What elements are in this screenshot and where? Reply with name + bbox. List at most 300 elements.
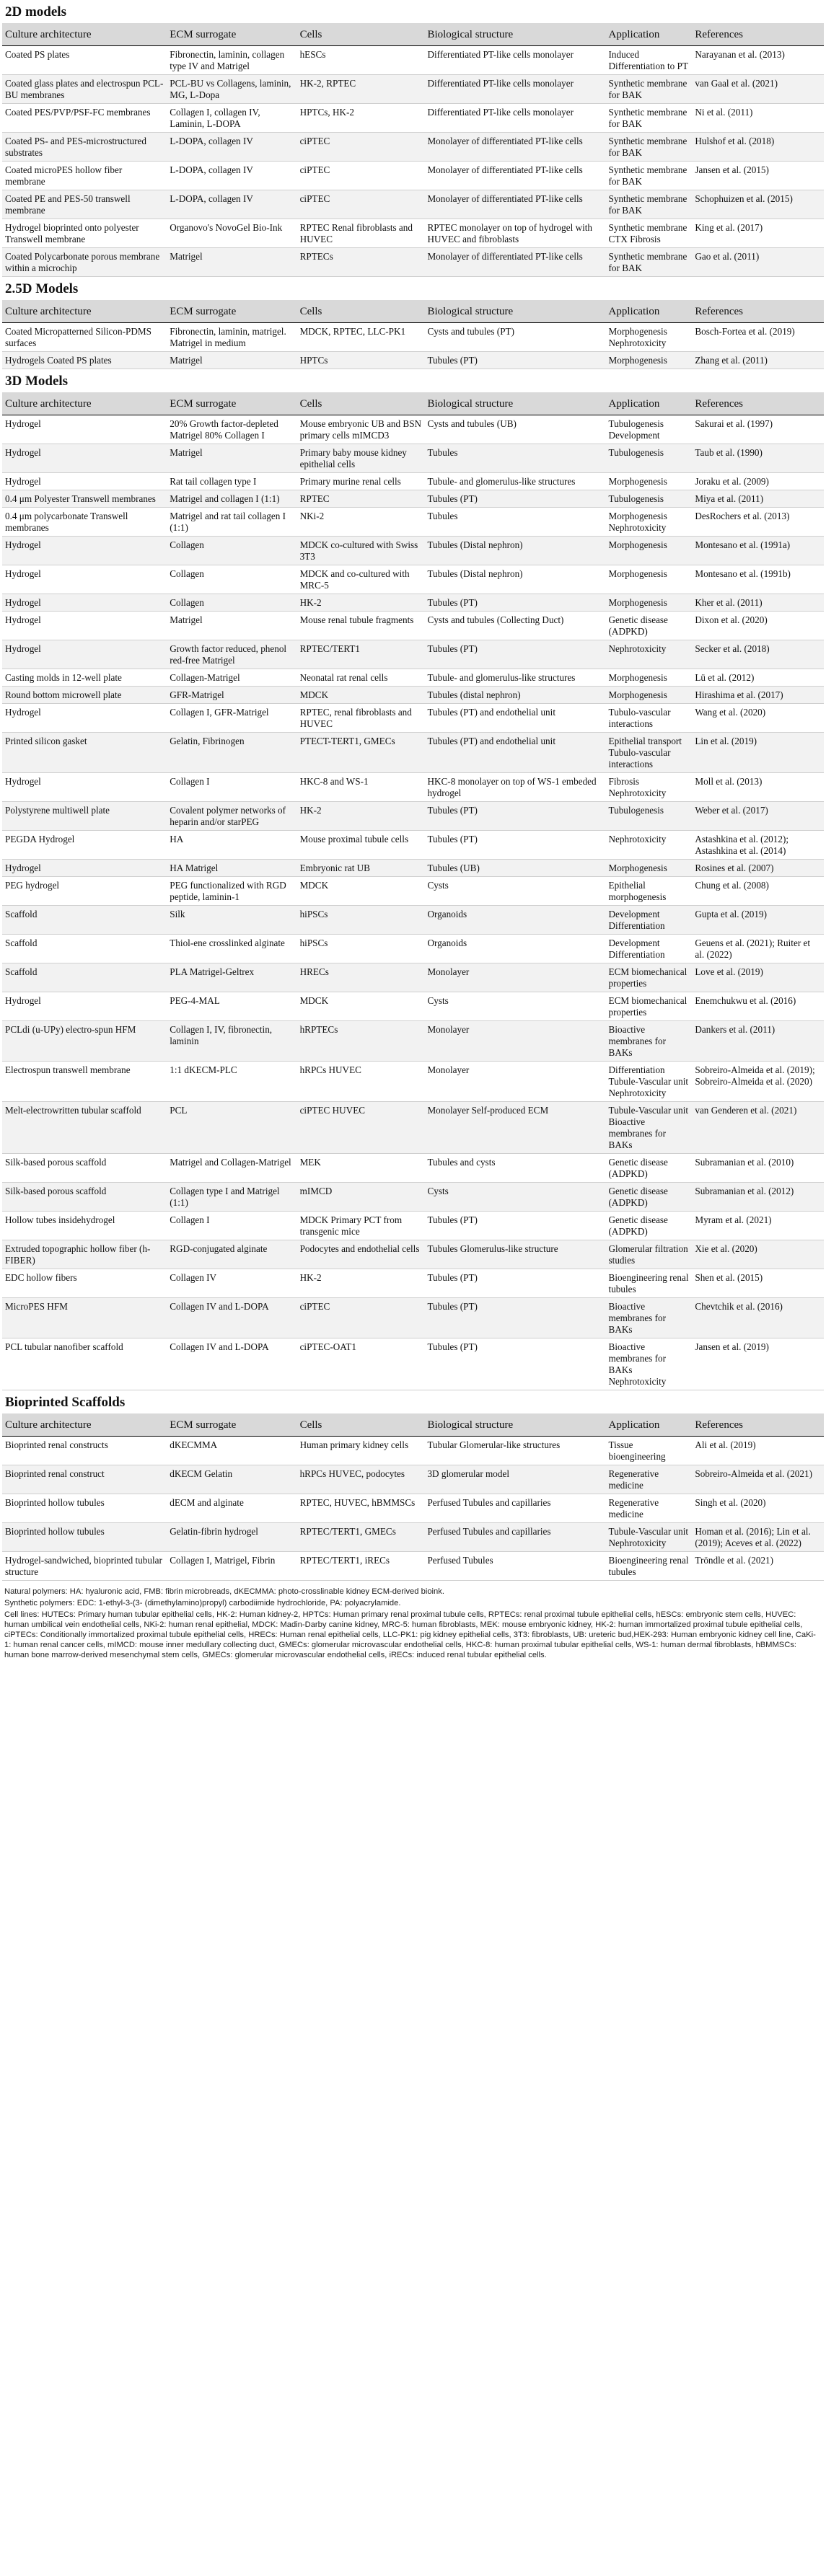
culture-architecture-cell: Bioprinted renal construct xyxy=(2,1465,167,1494)
table-row xyxy=(2,352,824,369)
application-cell: Tubulogenesis xyxy=(606,444,693,473)
header-row xyxy=(2,1413,824,1437)
ecm-surrogate-cell: L-DOPA, collagen IV xyxy=(167,133,296,162)
biological-structure-cell: Tubules (PT) xyxy=(424,1269,605,1298)
references-cell: Weber et al. (2017) xyxy=(692,802,824,831)
biological-structure-cell: Tubules (PT) and endothelial unit xyxy=(424,704,605,733)
biological-structure-cell: Perfused Tubules and capillaries xyxy=(424,1494,605,1523)
cells-cell: ciPTEC HUVEC xyxy=(297,1102,425,1154)
references-cell: Rosines et al. (2007) xyxy=(692,860,824,877)
cells-cell: ciPTEC xyxy=(297,190,425,219)
ecm-surrogate-cell: PEG-4-MAL xyxy=(167,992,296,1021)
table-row xyxy=(2,877,824,906)
section-2 xyxy=(0,369,826,1390)
ecm-surrogate-cell: Gelatin, Fibrinogen xyxy=(167,733,296,773)
ecm-surrogate-cell: Collagen xyxy=(167,537,296,565)
cells-cell: HPTCs, HK-2 xyxy=(297,104,425,133)
table-row xyxy=(2,1338,824,1390)
table-row xyxy=(2,1269,824,1298)
cells-cell: HK-2 xyxy=(297,1269,425,1298)
ecm-surrogate-cell: Matrigel xyxy=(167,352,296,369)
table-row xyxy=(2,1494,824,1523)
culture-architecture-cell: Hollow tubes insidehydrogel xyxy=(2,1212,167,1240)
cells-cell: MDCK xyxy=(297,992,425,1021)
ecm-surrogate-cell: Matrigel and rat tail collagen I (1:1) xyxy=(167,508,296,537)
biological-structure-cell: Tubules (PT) xyxy=(424,1338,605,1390)
application-cell: Genetic disease (ADPKD) xyxy=(606,612,693,640)
ecm-surrogate-cell: dKECM Gelatin xyxy=(167,1465,296,1494)
table-row xyxy=(2,104,824,133)
culture-architecture-cell: Hydrogel-sandwiched, bioprinted tubular structure xyxy=(2,1552,167,1581)
section-title: 2D models xyxy=(5,4,66,19)
references-cell: Enemchukwu et al. (2016) xyxy=(692,992,824,1021)
application-cell: Morphogenesis xyxy=(606,352,693,369)
culture-architecture-cell: MicroPES HFM xyxy=(2,1298,167,1338)
ecm-surrogate-cell: dECM and alginate xyxy=(167,1494,296,1523)
table-row xyxy=(2,669,824,687)
culture-architecture-cell: 0.4 μm polycarbonate Transwell membranes xyxy=(2,508,167,537)
table-row xyxy=(2,1154,824,1183)
cells-header: Cells xyxy=(297,1413,425,1437)
culture-architecture-cell: Coated PS plates xyxy=(2,46,167,75)
biological-structure-cell: Cysts xyxy=(424,1183,605,1212)
ecm-surrogate-cell: Collagen I xyxy=(167,1212,296,1240)
header-row xyxy=(2,23,824,46)
application-cell: Induced Differentiation to PT xyxy=(606,46,693,75)
cells-cell: RPTEC, HUVEC, hBMMSCs xyxy=(297,1494,425,1523)
biological-structure-cell: Tubules (UB) xyxy=(424,860,605,877)
culture-architecture-cell: Scaffold xyxy=(2,906,167,935)
application-cell: Synthetic membrane CTX Fibrosis xyxy=(606,219,693,248)
biological-structure-cell: Monolayer xyxy=(424,1021,605,1062)
application-cell: Glomerular filtration studies xyxy=(606,1240,693,1269)
biological-structure-cell: Tubule- and glomerulus-like structures xyxy=(424,669,605,687)
ecm-surrogate-cell: Collagen IV and L-DOPA xyxy=(167,1298,296,1338)
application-cell: Bioengineering renal tubules xyxy=(606,1269,693,1298)
table-row xyxy=(2,1183,824,1212)
ecm-surrogate-cell: Matrigel xyxy=(167,444,296,473)
culture-architecture-cell: Extruded topographic hollow fiber (h- FIBER) xyxy=(2,1240,167,1269)
application-cell: Synthetic membrane for BAK xyxy=(606,162,693,190)
references-header: References xyxy=(692,392,824,415)
biological-structure-cell: Tubules (Distal nephron) xyxy=(424,565,605,594)
table-row xyxy=(2,444,824,473)
references-cell: Myram et al. (2021) xyxy=(692,1212,824,1240)
table-row xyxy=(2,594,824,612)
cells-cell: RPTEC Renal fibroblasts and HUVEC xyxy=(297,219,425,248)
cells-cell: HK-2 xyxy=(297,594,425,612)
cells-cell: MDCK xyxy=(297,687,425,704)
table-row xyxy=(2,537,824,565)
culture-architecture-cell: PEG hydrogel xyxy=(2,877,167,906)
references-cell: Gupta et al. (2019) xyxy=(692,906,824,935)
cells-cell: MDCK xyxy=(297,877,425,906)
ecm-surrogate-cell: Collagen IV and L-DOPA xyxy=(167,1338,296,1390)
references-cell: Zhang et al. (2011) xyxy=(692,352,824,369)
references-cell: Bosch-Fortea et al. (2019) xyxy=(692,323,824,352)
biological-structure-cell: Tubule- and glomerulus-like structures xyxy=(424,473,605,490)
application-cell: Morphogenesis xyxy=(606,669,693,687)
data-table xyxy=(2,23,824,277)
section-title: 3D Models xyxy=(5,374,69,389)
references-cell: Kher et al. (2011) xyxy=(692,594,824,612)
references-cell: Hulshof et al. (2018) xyxy=(692,133,824,162)
application-header: Application xyxy=(606,1413,693,1437)
application-cell: Morphogenesis Nephrotoxicity xyxy=(606,323,693,352)
header-row xyxy=(2,300,824,323)
cells-cell: HK-2 xyxy=(297,802,425,831)
references-cell: van Gaal et al. (2021) xyxy=(692,75,824,104)
biological-structure-cell: 3D glomerular model xyxy=(424,1465,605,1494)
culture-architecture-cell: Coated Polycarbonate porous membrane within a microchip xyxy=(2,248,167,277)
cells-cell: MDCK, RPTEC, LLC-PK1 xyxy=(297,323,425,352)
application-cell: Regenerative medicine xyxy=(606,1494,693,1523)
ecm-surrogate-cell: Fibronectin, laminin, matrigel. Matrigel in medium xyxy=(167,323,296,352)
ecm-surrogate-cell: Growth factor reduced, phenol red-free Matrigel xyxy=(167,640,296,669)
references-cell: Subramanian et al. (2010) xyxy=(692,1154,824,1183)
section-3 xyxy=(0,1390,826,1581)
table-row xyxy=(2,1523,824,1552)
application-cell: Synthetic membrane for BAK xyxy=(606,133,693,162)
culture-architecture-cell: Hydrogel xyxy=(2,537,167,565)
ecm-surrogate-cell: 20% Growth factor-depleted Matrigel 80% Collagen I xyxy=(167,415,296,444)
ecm-surrogate-cell: HA Matrigel xyxy=(167,860,296,877)
application-cell: Differentiation Tubule-Vascular unit Nephrotoxicity xyxy=(606,1062,693,1102)
references-cell: Ali et al. (2019) xyxy=(692,1437,824,1465)
application-cell: ECM biomechanical properties xyxy=(606,992,693,1021)
ecm-surrogate-cell: Collagen IV xyxy=(167,1269,296,1298)
culture-architecture-cell: Silk-based porous scaffold xyxy=(2,1154,167,1183)
application-cell: Morphogenesis xyxy=(606,687,693,704)
biological-structure-cell: Monolayer Self-produced ECM xyxy=(424,1102,605,1154)
application-cell: Bioactive membranes for BAKs Nephrotoxicity xyxy=(606,1338,693,1390)
references-cell: Montesano et al. (1991a) xyxy=(692,537,824,565)
cells-cell: RPTEC/TERT1, GMECs xyxy=(297,1523,425,1552)
biological-structure-cell: Organoids xyxy=(424,935,605,963)
table-row xyxy=(2,687,824,704)
culture-architecture-cell: Coated microPES hollow fiber membrane xyxy=(2,162,167,190)
ecm-surrogate-cell: L-DOPA, collagen IV xyxy=(167,190,296,219)
table-row xyxy=(2,565,824,594)
references-cell: Schophuizen et al. (2015) xyxy=(692,190,824,219)
ecm-surrogate-cell: Rat tail collagen type I xyxy=(167,473,296,490)
biological-structure-cell: Perfused Tubules and capillaries xyxy=(424,1523,605,1552)
cells-cell: hiPSCs xyxy=(297,906,425,935)
culture-architecture-cell: Scaffold xyxy=(2,935,167,963)
ecm-surrogate-cell: PCL xyxy=(167,1102,296,1154)
cells-cell: NKi-2 xyxy=(297,508,425,537)
culture-architecture-cell: Hydrogel xyxy=(2,565,167,594)
application-cell: Genetic disease (ADPKD) xyxy=(606,1183,693,1212)
biological-structure-cell: Tubules xyxy=(424,508,605,537)
culture-architecture-cell: Hydrogel xyxy=(2,444,167,473)
ecm-surrogate-cell: Collagen xyxy=(167,594,296,612)
table-row xyxy=(2,1465,824,1494)
cells-cell: Primary baby mouse kidney epithelial cells xyxy=(297,444,425,473)
culture-architecture-cell: Polystyrene multiwell plate xyxy=(2,802,167,831)
biological-structure-cell: Tubules (distal nephron) xyxy=(424,687,605,704)
cells-cell: Primary murine renal cells xyxy=(297,473,425,490)
references-cell: Sobreiro-Almeida et al. (2019); Sobreiro-Almeida et al. (2020) xyxy=(692,1062,824,1102)
references-cell: Jansen et al. (2019) xyxy=(692,1338,824,1390)
table-row xyxy=(2,773,824,802)
application-cell: Morphogenesis xyxy=(606,565,693,594)
ecm-surrogate-cell: Matrigel and Collagen-Matrigel xyxy=(167,1154,296,1183)
references-cell: Secker et al. (2018) xyxy=(692,640,824,669)
section-title: 2.5D Models xyxy=(5,281,79,296)
application-cell: Tubule-Vascular unit Bioactive membranes for BAKs xyxy=(606,1102,693,1154)
application-header: Application xyxy=(606,23,693,46)
cells-cell: ciPTEC xyxy=(297,133,425,162)
table-row xyxy=(2,831,824,860)
culture-architecture-cell: Electrospun transwell membrane xyxy=(2,1062,167,1102)
culture-architecture-cell: Bioprinted hollow tubules xyxy=(2,1523,167,1552)
cells-cell: mIMCD xyxy=(297,1183,425,1212)
references-cell: Astashkina et al. (2012); Astashkina et al. (2014) xyxy=(692,831,824,860)
ecm-surrogate-cell: HA xyxy=(167,831,296,860)
references-cell: Miya et al. (2011) xyxy=(692,490,824,508)
biological-structure-cell: Tubules (Distal nephron) xyxy=(424,537,605,565)
biological-structure-cell: Tubular Glomerular-like structures xyxy=(424,1437,605,1465)
application-cell: Synthetic membrane for BAK xyxy=(606,248,693,277)
biological-structure-cell: Tubules (PT) xyxy=(424,490,605,508)
ecm-surrogate-header: ECM surrogate xyxy=(167,392,296,415)
biological-structure-cell: Monolayer xyxy=(424,963,605,992)
application-cell: Bioactive membranes for BAKs xyxy=(606,1021,693,1062)
references-cell: Jansen et al. (2015) xyxy=(692,162,824,190)
culture-architecture-header: Culture architecture xyxy=(2,392,167,415)
references-cell: Subramanian et al. (2012) xyxy=(692,1183,824,1212)
culture-architecture-cell: Printed silicon gasket xyxy=(2,733,167,773)
table-row xyxy=(2,860,824,877)
ecm-surrogate-cell: 1:1 dKECM-PLC xyxy=(167,1062,296,1102)
culture-architecture-header: Culture architecture xyxy=(2,1413,167,1437)
table-row xyxy=(2,704,824,733)
footnote-text: Cell lines: HUTECs: Primary human tubular epithelial cells, HK-2: Human kidney-2, HPTCs: Human primary renal proximal tubule cells, RPTECs: renal proximal tubule epithelial cells, hESCs: embryonic stem cells, HUVEC: human umbilical vein endothelial cells, NKi-2: human renal epithelial, MDCK: Madin-Darby canine kidney, MRC-5: human fibroblasts, MEK: mouse embryonic kidney, HK-2: human immortalized proximal tubule epithelial cells, ciPTECs: Conditionally immortalized proximal tubule epithelial cells, HRECs: Human renal epithelial cells, LLC-PK1: pig kidney epithelial cells, 3T3: fibroblasts, UB: ureteric bud,HEK-293: Human embryonic kidney cell line, CaKi-1: human renal cancer cells, mIMCD: mouse inner medullary collecting duct, GMECs: glomerular microvascular endothelial cells, HKC-8: human proximal tubular epithelial cells, WS-1: human dermal fibroblasts, hBMMSCs: human bone marrow-derived mesenchymal stem cells, GMECs: glomerular microvascular endothelial cells, iRECs: induced renal tubular epithelial cells. xyxy=(4,1610,816,1659)
culture-architecture-cell: Round bottom microwell plate xyxy=(2,687,167,704)
ecm-surrogate-cell: PLA Matrigel-Geltrex xyxy=(167,963,296,992)
culture-architecture-cell: PEGDA Hydrogel xyxy=(2,831,167,860)
ecm-surrogate-cell: GFR-Matrigel xyxy=(167,687,296,704)
references-cell: Singh et al. (2020) xyxy=(692,1494,824,1523)
culture-architecture-header: Culture architecture xyxy=(2,300,167,323)
references-cell: Shen et al. (2015) xyxy=(692,1269,824,1298)
culture-architecture-cell: EDC hollow fibers xyxy=(2,1269,167,1298)
biological-structure-cell: Differentiated PT-like cells monolayer xyxy=(424,75,605,104)
ecm-surrogate-cell: Fibronectin, laminin, collagen type IV and Matrigel xyxy=(167,46,296,75)
table-row xyxy=(2,46,824,75)
biological-structure-cell: Differentiated PT-like cells monolayer xyxy=(424,46,605,75)
biological-structure-cell: HKC-8 monolayer on top of WS-1 embeded hydrogel xyxy=(424,773,605,802)
cells-cell: MDCK and co-cultured with MRC-5 xyxy=(297,565,425,594)
biological-structure-cell: Tubules (PT) xyxy=(424,1298,605,1338)
biological-structure-cell: Differentiated PT-like cells monolayer xyxy=(424,104,605,133)
application-cell: Nephrotoxicity xyxy=(606,640,693,669)
culture-architecture-cell: Hydrogel xyxy=(2,773,167,802)
table-row xyxy=(2,162,824,190)
references-cell: Chevtchik et al. (2016) xyxy=(692,1298,824,1338)
table-row xyxy=(2,802,824,831)
cells-cell: Podocytes and endothelial cells xyxy=(297,1240,425,1269)
table-row xyxy=(2,935,824,963)
table-row xyxy=(2,1102,824,1154)
culture-architecture-cell: Coated Micropatterned Silicon-PDMS surfaces xyxy=(2,323,167,352)
biological-structure-cell: Cysts and tubules (UB) xyxy=(424,415,605,444)
references-cell: Sobreiro-Almeida et al. (2021) xyxy=(692,1465,824,1494)
data-table xyxy=(2,392,824,1390)
culture-architecture-cell: Hydrogel xyxy=(2,860,167,877)
ecm-surrogate-cell: L-DOPA, collagen IV xyxy=(167,162,296,190)
references-cell: Taub et al. (1990) xyxy=(692,444,824,473)
culture-architecture-cell: Bioprinted renal constructs xyxy=(2,1437,167,1465)
culture-architecture-cell: Silk-based porous scaffold xyxy=(2,1183,167,1212)
cells-cell: HPTCs xyxy=(297,352,425,369)
section-title: Bioprinted Scaffolds xyxy=(5,1395,126,1410)
table-row xyxy=(2,323,824,352)
table-row xyxy=(2,733,824,773)
ecm-surrogate-header: ECM surrogate xyxy=(167,1413,296,1437)
application-cell: Tubulogenesis Development xyxy=(606,415,693,444)
application-cell: Bioengineering renal tubules xyxy=(606,1552,693,1581)
biological-structure-cell: RPTEC monolayer on top of hydrogel with HUVEC and fibroblasts xyxy=(424,219,605,248)
ecm-surrogate-cell: Gelatin-fibrin hydrogel xyxy=(167,1523,296,1552)
references-cell: van Genderen et al. (2021) xyxy=(692,1102,824,1154)
biological-structure-cell: Tubules xyxy=(424,444,605,473)
ecm-surrogate-cell: dKECMMA xyxy=(167,1437,296,1465)
references-cell: King et al. (2017) xyxy=(692,219,824,248)
table-row xyxy=(2,906,824,935)
biological-structure-cell: Tubules (PT) xyxy=(424,594,605,612)
references-cell: Dixon et al. (2020) xyxy=(692,612,824,640)
section-1 xyxy=(0,277,826,369)
cells-cell: Embryonic rat UB xyxy=(297,860,425,877)
references-cell: Dankers et al. (2011) xyxy=(692,1021,824,1062)
references-header: References xyxy=(692,1413,824,1437)
references-header: References xyxy=(692,23,824,46)
cells-cell: MDCK co-cultured with Swiss 3T3 xyxy=(297,537,425,565)
ecm-surrogate-cell: Silk xyxy=(167,906,296,935)
biological-structure-header: Biological structure xyxy=(424,1413,605,1437)
culture-architecture-cell: Coated PE and PES-50 transwell membrane xyxy=(2,190,167,219)
references-cell: Moll et al. (2013) xyxy=(692,773,824,802)
culture-architecture-cell: Hydrogel xyxy=(2,594,167,612)
references-cell: Hirashima et al. (2017) xyxy=(692,687,824,704)
table-row xyxy=(2,415,824,444)
ecm-surrogate-cell: Collagen I, collagen IV, Laminin, L-DOPA xyxy=(167,104,296,133)
cells-cell: RPTECs xyxy=(297,248,425,277)
table-row xyxy=(2,473,824,490)
culture-architecture-cell: Hydrogel bioprinted onto polyester Transwell membrane xyxy=(2,219,167,248)
application-cell: Epithelial transport Tubulo-vascular interactions xyxy=(606,733,693,773)
application-cell: Tissue bioengineering xyxy=(606,1437,693,1465)
cells-cell: HKC-8 and WS-1 xyxy=(297,773,425,802)
culture-architecture-cell: Hydrogel xyxy=(2,612,167,640)
table-row xyxy=(2,963,824,992)
biological-structure-cell: Monolayer of differentiated PT-like cells xyxy=(424,190,605,219)
application-cell: Bioactive membranes for BAKs xyxy=(606,1298,693,1338)
application-cell: Genetic disease (ADPKD) xyxy=(606,1154,693,1183)
culture-architecture-cell: PCLdi (u-UPy) electro-spun HFM xyxy=(2,1021,167,1062)
table-row xyxy=(2,133,824,162)
culture-architecture-cell: PCL tubular nanofiber scaffold xyxy=(2,1338,167,1390)
biological-structure-cell: Tubules (PT) and endothelial unit xyxy=(424,733,605,773)
cells-cell: MDCK Primary PCT from transgenic mice xyxy=(297,1212,425,1240)
table-row xyxy=(2,190,824,219)
application-header: Application xyxy=(606,392,693,415)
table-row xyxy=(2,612,824,640)
ecm-surrogate-cell: Thiol-ene crosslinked alginate xyxy=(167,935,296,963)
cells-cell: ciPTEC xyxy=(297,1298,425,1338)
biological-structure-cell: Tubules (PT) xyxy=(424,802,605,831)
culture-architecture-cell: Hydrogels Coated PS plates xyxy=(2,352,167,369)
culture-architecture-cell: Hydrogel xyxy=(2,992,167,1021)
table-row xyxy=(2,490,824,508)
cells-cell: RPTEC, renal fibroblasts and HUVEC xyxy=(297,704,425,733)
ecm-surrogate-cell: Matrigel and collagen I (1:1) xyxy=(167,490,296,508)
biological-structure-cell: Tubules (PT) xyxy=(424,831,605,860)
ecm-surrogate-cell: Collagen type I and Matrigel (1:1) xyxy=(167,1183,296,1212)
biological-structure-cell: Cysts and tubules (PT) xyxy=(424,323,605,352)
cells-cell: hRPTECs xyxy=(297,1021,425,1062)
cells-cell: hRPCs HUVEC, podocytes xyxy=(297,1465,425,1494)
cells-cell: HRECs xyxy=(297,963,425,992)
application-cell: Development Differentiation xyxy=(606,935,693,963)
cells-cell: ciPTEC-OAT1 xyxy=(297,1338,425,1390)
application-cell: Tubule-Vascular unit Nephrotoxicity xyxy=(606,1523,693,1552)
cells-cell: RPTEC/TERT1 xyxy=(297,640,425,669)
table-footnotes xyxy=(0,1581,826,1660)
references-header: References xyxy=(692,300,824,323)
application-cell: Fibrosis Nephrotoxicity xyxy=(606,773,693,802)
culture-architecture-cell: Coated PES/PVP/PSF-FC membranes xyxy=(2,104,167,133)
table-row xyxy=(2,640,824,669)
references-cell: Ni et al. (2011) xyxy=(692,104,824,133)
references-cell: Lü et al. (2012) xyxy=(692,669,824,687)
biological-structure-header: Biological structure xyxy=(424,300,605,323)
table-row xyxy=(2,1212,824,1240)
table-row xyxy=(2,992,824,1021)
cells-cell: Mouse embryonic UB and BSN primary cells mIMCD3 xyxy=(297,415,425,444)
application-cell: Synthetic membrane for BAK xyxy=(606,75,693,104)
culture-architecture-cell: Hydrogel xyxy=(2,415,167,444)
ecm-surrogate-header: ECM surrogate xyxy=(167,300,296,323)
application-cell: Epithelial morphogenesis xyxy=(606,877,693,906)
biological-structure-header: Biological structure xyxy=(424,392,605,415)
application-cell: Morphogenesis xyxy=(606,537,693,565)
cells-header: Cells xyxy=(297,300,425,323)
biological-structure-cell: Cysts and tubules (Collecting Duct) xyxy=(424,612,605,640)
application-cell: Synthetic membrane for BAK xyxy=(606,104,693,133)
table-row xyxy=(2,1298,824,1338)
cells-cell: Mouse renal tubule fragments xyxy=(297,612,425,640)
culture-architecture-cell: Hydrogel xyxy=(2,640,167,669)
table-row xyxy=(2,248,824,277)
biological-structure-cell: Monolayer xyxy=(424,1062,605,1102)
cells-cell: RPTEC/TERT1, iRECs xyxy=(297,1552,425,1581)
application-cell: Tubulogenesis xyxy=(606,802,693,831)
biological-structure-cell: Tubules and cysts xyxy=(424,1154,605,1183)
references-cell: Tröndle et al. (2021) xyxy=(692,1552,824,1581)
application-cell: Synthetic membrane for BAK xyxy=(606,190,693,219)
cells-cell: PTECT-TERT1, GMECs xyxy=(297,733,425,773)
cells-cell: Mouse proximal tubule cells xyxy=(297,831,425,860)
cells-cell: ciPTEC xyxy=(297,162,425,190)
biological-structure-cell: Monolayer of differentiated PT-like cells xyxy=(424,162,605,190)
culture-architecture-cell: Casting molds in 12-well plate xyxy=(2,669,167,687)
biological-structure-cell: Organoids xyxy=(424,906,605,935)
references-cell: Xie et al. (2020) xyxy=(692,1240,824,1269)
ecm-surrogate-header: ECM surrogate xyxy=(167,23,296,46)
